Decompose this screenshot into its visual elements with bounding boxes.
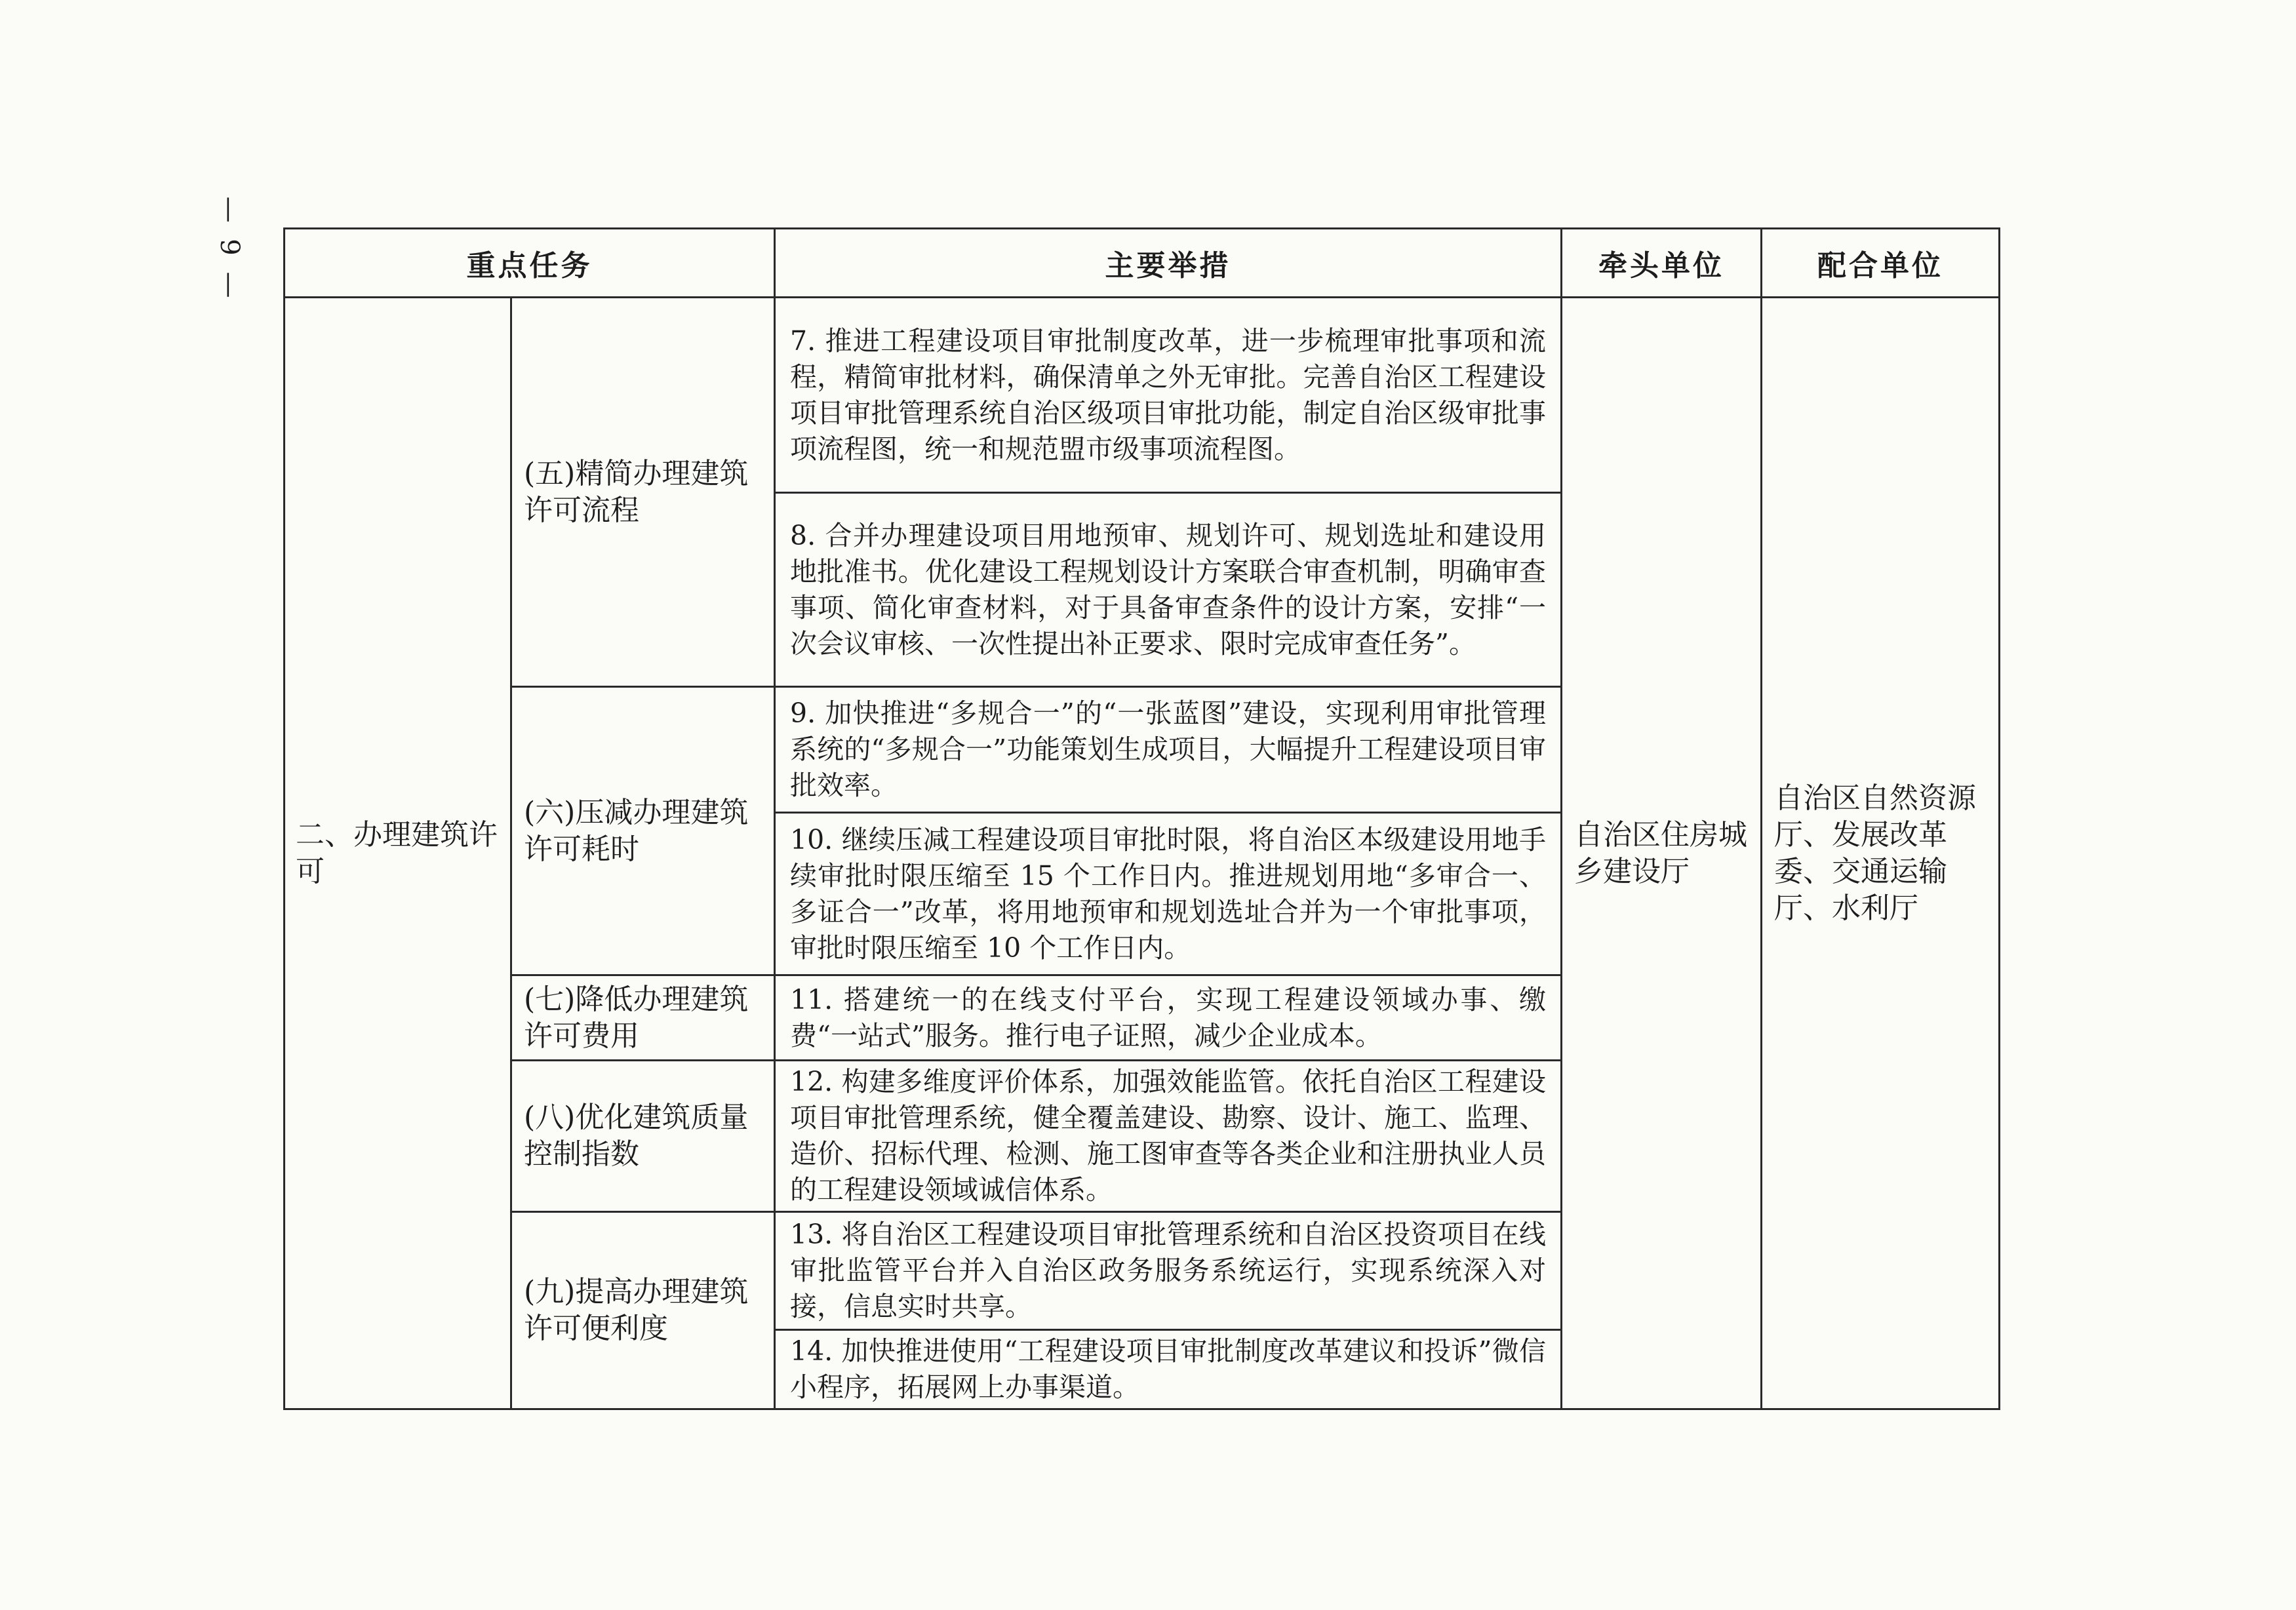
header-lead-unit: 牵头单位: [1562, 229, 1762, 298]
tasks-table: [283, 227, 2000, 1410]
coop-unit-cell: 自治区自然资源厅、发展改革委、交通运输厅、水利厅: [1762, 298, 2000, 1409]
measure-cell: 10. 继续压减工程建设项目审批时限，将自治区本级建设用地手续审批时限压缩至 15 个工作日内。推进规划用地“多审合一、多证合一”改革，将用地预审和规划选址合并为一个审批事项，审批时限压缩至 10 个工作日内。: [775, 813, 1562, 975]
header-main-measures: 主要举措: [775, 229, 1562, 298]
table-row: [285, 298, 2000, 493]
subtask-cell: (六)压减办理建筑许可耗时: [511, 687, 775, 975]
subtask-cell: (七)降低办理建筑许可费用: [511, 975, 775, 1061]
subtask-cell: (九)提高办理建筑许可便利度: [511, 1212, 775, 1409]
measure-cell: 12. 构建多维度评价体系，加强效能监管。依托自治区工程建设项目审批管理系统，健全覆盖建设、勘察、设计、施工、监理、造价、招标代理、检测、施工图审查等各类企业和注册执业人员的工程建设领域诚信体系。: [775, 1061, 1562, 1212]
subtask-cell: (八)优化建筑质量控制指数: [511, 1061, 775, 1212]
measure-cell: 14. 加快推进使用“工程建设项目审批制度改革建议和投诉”微信小程序，拓展网上办事渠道。: [775, 1330, 1562, 1409]
lead-unit-cell: 自治区住房城乡建设厅: [1562, 298, 1762, 1409]
measure-cell: 8. 合并办理建设项目用地预审、规划许可、规划选址和建设用地批准书。优化建设工程规划设计方案联合审查机制，明确审查事项、简化审查材料，对于具备审查条件的设计方案，安排“一次会议审核、一次性提出补正要求、限时完成审查任务”。: [775, 493, 1562, 687]
table-header-row: [285, 229, 2000, 298]
measure-cell: 9. 加快推进“多规合一”的“一张蓝图”建设，实现利用审批管理系统的“多规合一”功能策划生成项目，大幅提升工程建设项目审批效率。: [775, 687, 1562, 813]
header-coop-unit: 配合单位: [1762, 229, 2000, 298]
measure-cell: 13. 将自治区工程建设项目审批管理系统和自治区投资项目在线审批监管平台并入自治区政务服务系统运行，实现系统深入对接，信息实时共享。: [775, 1212, 1562, 1330]
subtask-cell: (五)精简办理建筑许可流程: [511, 298, 775, 687]
header-key-tasks: 重点任务: [285, 229, 775, 298]
measure-cell: 7. 推进工程建设项目审批制度改革，进一步梳理审批事项和流程，精简审批材料，确保清单之外无审批。完善自治区工程建设项目审批管理系统自治区级项目审批功能，制定自治区级审批事项流程图，统一和规范盟市级事项流程图。: [775, 298, 1562, 493]
category-cell: 二、办理建筑许可: [285, 298, 511, 1409]
page-number: — 9 —: [214, 196, 245, 302]
measure-cell: 11. 搭建统一的在线支付平台，实现工程建设领域办事、缴费“一站式”服务。推行电子证照，减少企业成本。: [775, 975, 1562, 1061]
